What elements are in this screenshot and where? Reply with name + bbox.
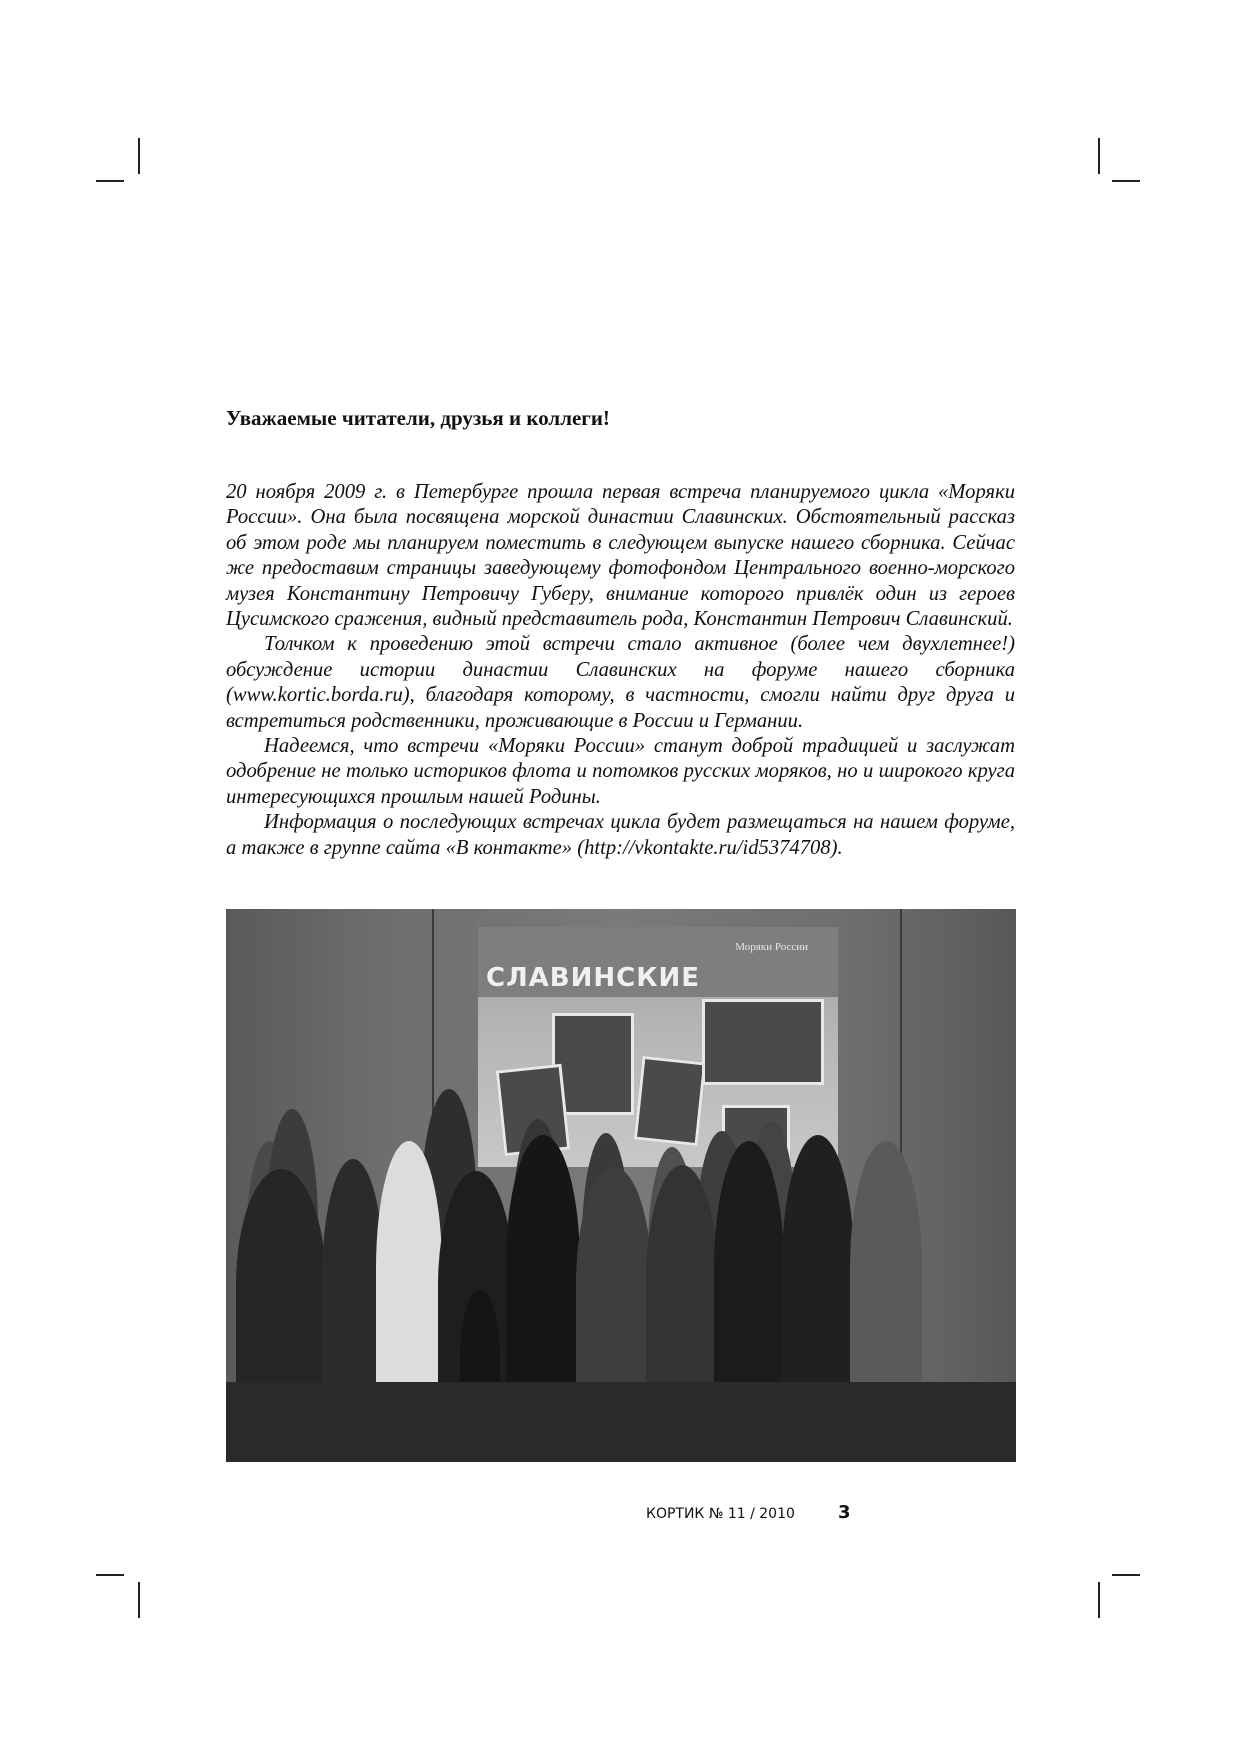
crop-mark-bottom-left-horizontal	[96, 1574, 124, 1576]
paragraph-2: Толчком к проведению этой встречи стало активное (более чем двухлетнее!) обсуждение истории династии Славинских на форуме нашего сборника (www.kortic.borda.ru), благодаря которому, в частности, смогли найти друг друга и встретиться родственники, проживающие в России и Германии.	[226, 633, 1015, 732]
footer-journal-title: КОРТИК № 11 / 2010	[646, 1506, 795, 1522]
article-body	[226, 480, 1015, 861]
crop-mark-bottom-right-horizontal	[1112, 1574, 1140, 1576]
slide-family-photo	[702, 999, 824, 1085]
paragraph-4: Информация о последующих встречах цикла будет размещаться на нашем форуме, а также в группе сайта «В контакте» (http://vkontakte.ru/id5374708).	[226, 811, 1015, 859]
photo-floor	[226, 1382, 1016, 1462]
group-photo	[226, 909, 1016, 1462]
crop-mark-top-right-vertical	[1098, 138, 1100, 174]
page-number: 3	[838, 1502, 851, 1523]
crop-mark-top-left-vertical	[138, 138, 140, 174]
crop-mark-top-right-horizontal	[1112, 180, 1140, 182]
slide-portrait-right	[634, 1056, 706, 1146]
crop-mark-top-left-horizontal	[96, 180, 124, 182]
slide-title: СЛАВИНСКИЕ	[486, 963, 700, 993]
slide-series-label: Моряки России	[735, 941, 808, 953]
crop-mark-bottom-right-vertical	[1098, 1582, 1100, 1618]
paragraph-1: 20 ноября 2009 г. в Петербурге прошла первая встреча планируемого цикла «Моряки России». Она была посвящена морской династии Славинских. Обстоятельный рассказ об этом роде мы планируем поместить в следующем выпуске нашего сборника. Сейчас же предоставим страницы заведующему фотофондом Центрального военно-морского музея Константину Петровичу Губеру, внимание которого привлёк один из героев Цусимского сражения, видный представитель рода, Константин Петрович Славинский.	[226, 481, 1015, 631]
crop-mark-bottom-left-vertical	[138, 1582, 140, 1618]
greeting-heading: Уважаемые читатели, друзья и коллеги!	[226, 406, 610, 430]
paragraph-3: Надеемся, что встречи «Моряки России» станут доброй традицией и заслужат одобрение не только историков флота и потомков русских моряков, но и широкого круга интересующихся прошлым нашей Родины.	[226, 735, 1015, 808]
